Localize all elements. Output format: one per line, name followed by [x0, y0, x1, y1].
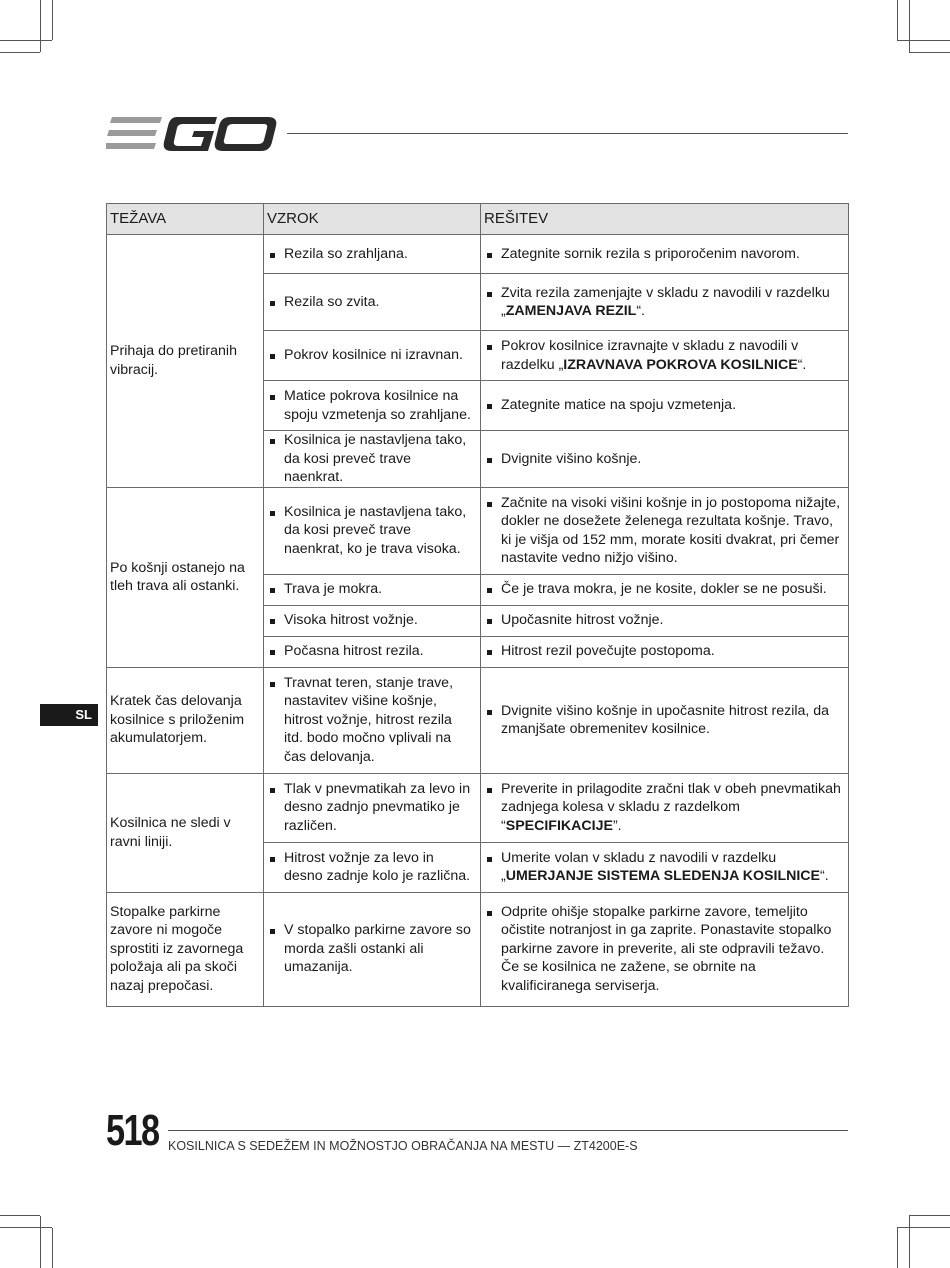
solution-text-part: “. — [797, 356, 807, 373]
cause-cell — [264, 636, 481, 667]
header-rule — [287, 133, 848, 134]
crop-mark — [52, 0, 53, 40]
solution-text: Odprite ohišje stopalke parkirne zavore, temeljito očistite notranjost in ga zaprite. Ponastavite stopalko parkirne zavore in preverite, ali ste odpravili težavo. Če se kosilnica ne zažene, se obrnite na kvalificiranega serviserja. — [487, 903, 842, 996]
cause-cell — [264, 487, 481, 574]
cause-text: Pokrov kosilnice ni izravnan. — [270, 346, 474, 365]
solution-cell — [481, 636, 849, 667]
troubleshooting-table — [106, 203, 849, 1007]
solution-cell — [481, 431, 849, 488]
solution-text-part: “. — [636, 303, 645, 319]
solution-cell — [481, 892, 849, 1006]
cause-text: Kosilnica je nastavljena tako, da kosi preveč trave naenkrat. — [270, 431, 474, 487]
solution-cell — [481, 235, 849, 274]
solution-text: Zategnite matice na spoju vzmetenja. — [487, 396, 842, 415]
section-reference: UMERJANJE SISTEMA SLEDENJA KOSILNICE — [505, 868, 821, 884]
problem-cell: Po košnji ostanejo na tleh trava ali ostanki. — [107, 487, 264, 667]
language-tab: SL — [40, 704, 98, 726]
table-header-row — [107, 204, 849, 235]
solution-cell — [481, 574, 849, 605]
cause-cell — [264, 574, 481, 605]
crop-mark — [909, 0, 910, 52]
crop-mark — [0, 1227, 52, 1228]
cause-text: Kosilnica je nastavljena tako, da kosi preveč trave naenkrat, ko je trava visoka. — [270, 503, 474, 559]
crop-mark — [897, 40, 950, 41]
crop-mark — [0, 52, 40, 53]
cause-text: Trava je mokra. — [270, 580, 474, 599]
cause-text: Hitrost vožnje za levo in desno zadnje kolo je različna. — [270, 849, 474, 886]
solution-text — [487, 284, 842, 321]
cause-cell — [264, 842, 481, 892]
solution-text — [487, 780, 842, 836]
cause-text: Travnat teren, stanje trave, nastavitev višine košnje, hitrost vožnje, hitrost rezila itd. bodo močno vplivali na čas delovanja. — [270, 674, 474, 767]
header-cause: VZROK — [264, 204, 481, 235]
table-row — [107, 235, 849, 274]
crop-mark — [52, 1228, 53, 1268]
cause-text: Visoka hitrost vožnje. — [270, 611, 474, 630]
cause-cell — [264, 235, 481, 274]
crop-mark — [0, 1215, 40, 1216]
footer-title: KOSILNICA S SEDEŽEM IN MOŽNOSTJO OBRAČANJA NA MESTU — ZT4200E-S — [168, 1139, 638, 1153]
solution-cell — [481, 274, 849, 331]
solution-cell — [481, 773, 849, 842]
crop-mark — [909, 1216, 910, 1268]
cause-text: Tlak v pnevmatikah za levo in desno zadnjo pnevmatiko je različen. — [270, 780, 474, 836]
solution-text-part: Pokrov kosilnice izravnajte v skladu z navodili v razdelku „ — [501, 338, 799, 373]
solution-text-part: ”. — [612, 817, 622, 834]
cause-cell — [264, 431, 481, 488]
crop-mark — [897, 0, 898, 40]
crop-mark — [40, 0, 41, 52]
solution-text: Upočasnite hitrost vožnje. — [487, 611, 842, 630]
section-reference: IZRAVNAVA POKROVA KOSILNICE — [563, 356, 798, 373]
solution-text: Če je trava mokra, je ne kosite, dokler se ne posuši. — [487, 580, 842, 599]
solution-text: Dvignite višino košnje. — [487, 450, 842, 469]
cause-text: Rezila so zrahljana. — [270, 245, 474, 264]
crop-mark — [0, 40, 52, 41]
cause-text: Počasna hitrost rezila. — [270, 642, 474, 661]
solution-cell — [481, 331, 849, 381]
cause-cell — [264, 381, 481, 431]
solution-cell — [481, 842, 849, 892]
cause-cell — [264, 274, 481, 331]
header-solution: REŠITEV — [481, 204, 849, 235]
solution-text-part: Umerite volan v skladu z navodili v razdelku „ — [501, 849, 777, 884]
cause-cell — [264, 773, 481, 842]
section-reference: SPECIFIKACIJE — [505, 817, 613, 834]
solution-text — [487, 337, 842, 374]
crop-mark — [909, 1215, 950, 1216]
solution-text-part: Zvita rezila zamenjajte v skladu z navodili v razdelku „ — [501, 284, 830, 319]
cause-cell — [264, 331, 481, 381]
problem-cell: Prihaja do pretiranih vibracij. — [107, 235, 264, 488]
solution-text-part: “. — [820, 868, 829, 884]
header-problem: TEŽAVA — [107, 204, 264, 235]
cause-cell — [264, 892, 481, 1006]
section-reference: ZAMENJAVA REZIL — [505, 303, 637, 319]
crop-mark — [909, 52, 950, 53]
cause-text: V stopalko parkirne zavore so morda zašli ostanki ali umazanija. — [270, 921, 474, 977]
table-row — [107, 487, 849, 574]
table-row — [107, 892, 849, 1006]
solution-text: Hitrost rezil povečujte postopoma. — [487, 642, 842, 661]
crop-mark — [40, 1216, 41, 1268]
solution-cell — [481, 605, 849, 636]
cause-text: Matice pokrova kosilnice na spoju vzmetenja so zrahljane. — [270, 387, 474, 424]
solution-text: Dvignite višino košnje in upočasnite hitrost rezila, da zmanjšate obremenitev kosilnice. — [487, 702, 842, 739]
solution-cell — [481, 487, 849, 574]
table-row — [107, 667, 849, 773]
cause-text: Rezila so zvita. — [270, 293, 474, 312]
crop-mark — [897, 1228, 898, 1268]
solution-text: Zategnite sornik rezila s priporočenim navorom. — [487, 245, 842, 264]
problem-cell: Kosilnica ne sledi v ravni liniji. — [107, 773, 264, 892]
solution-text: Začnite na visoki višini košnje in jo postopoma nižajte, dokler ne dosežete želenega rezultata košnje. Travo, ki je višja od 152 mm, morate kositi dvakrat, pri čemer nastavite vedno nižjo višino. — [487, 494, 842, 568]
ego-logo — [106, 113, 278, 155]
solution-cell — [481, 381, 849, 431]
page-number: 518 — [106, 1106, 159, 1155]
problem-cell: Kratek čas delovanja kosilnice s priloženim akumulatorjem. — [107, 667, 264, 773]
crop-mark — [897, 1227, 950, 1228]
table-row — [107, 773, 849, 842]
problem-cell: Stopalke parkirne zavore ni mogoče sprostiti iz zavornega položaja ali pa skoči nazaj prepočasi. — [107, 892, 264, 1006]
solution-text-part: Preverite in prilagodite zračni tlak v obeh pnevmatikah zadnjega kolesa v skladu z razdelkom “ — [501, 780, 841, 834]
solution-cell — [481, 667, 849, 773]
footer-rule — [168, 1130, 848, 1131]
cause-cell — [264, 667, 481, 773]
cause-cell — [264, 605, 481, 636]
solution-text — [487, 849, 842, 886]
